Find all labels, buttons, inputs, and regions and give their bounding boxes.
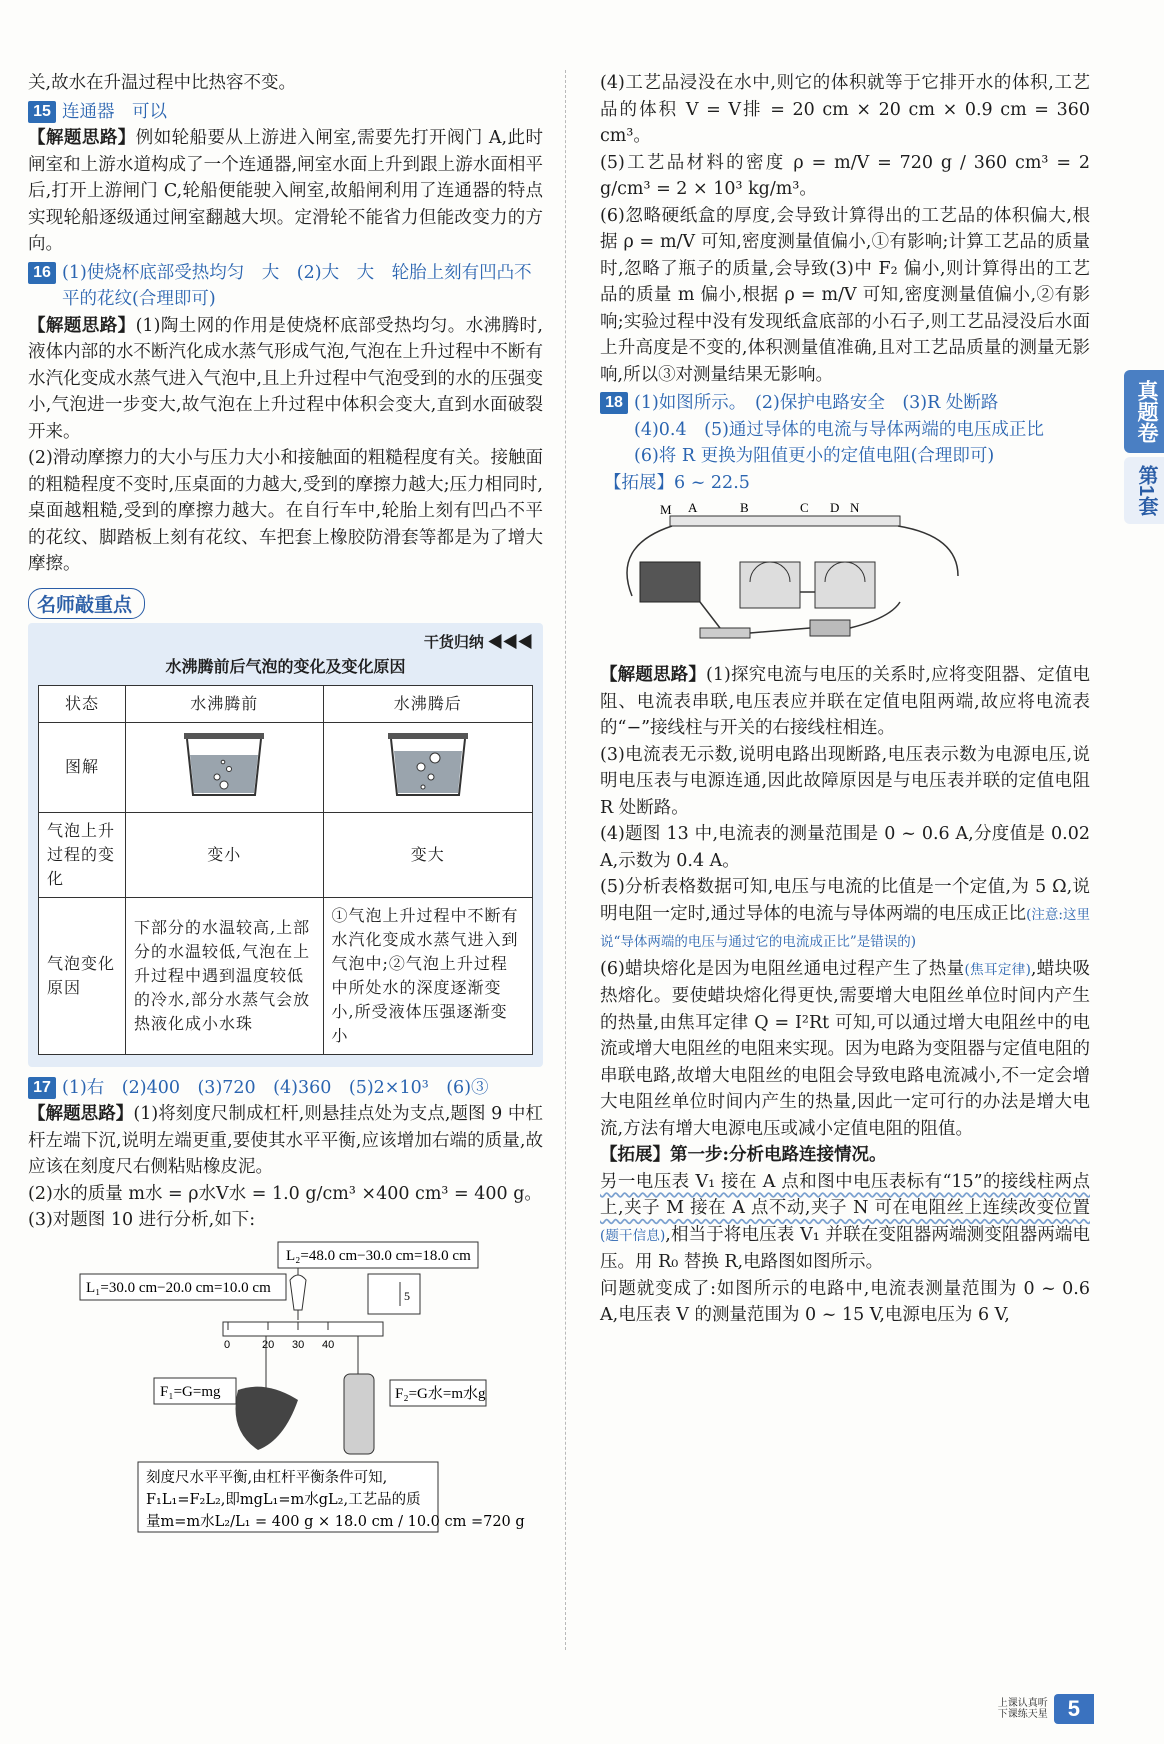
fig-f2-label: F₂=G水=m水g [395, 1385, 486, 1402]
hand-icon [290, 1275, 306, 1310]
ammeter-icon [740, 562, 800, 608]
teacher-box-title-text: 名师敲重点 [28, 588, 145, 619]
table-cell-row2-after: 变大 [323, 812, 533, 897]
q16-p1-text: (1)陶土网的作用是使烧杯底部受热均匀。水沸腾时,液体内部的水不断汽化成水蒸气形成气泡,气泡在上升过程中不断有水汽化变成水蒸气进入气泡中,且上升过程中气泡受到的水的压强变小,气泡进一步变大,故气泡在上升过程中体积会变大,直到水面破裂开来。 [28, 315, 543, 442]
beaker-before-icon [179, 729, 269, 799]
q17-p6: (6)忽略硬纸盒的厚度,会导致计算得出的工艺品的体积偏大,根据 ρ = m/V 可知,密度测量值偏小,①有影响;计算工艺品的质量时,忽略了瓶子的质量,会导致(3)中 F₂ 偏小,则计算得出的工艺品的质量 m 偏小,根据 ρ = m/V 可知,密度测量值偏小,②有影响;实验过程中没有发现纸盒底部的小石子,则工艺品浸没后水面上升高度是不变的,体积测量值准确,且对工艺品质量的测量无影响,所以③对测量结果无影响。 [600, 205, 1090, 385]
q16-header [28, 260, 543, 313]
voltmeter-icon [815, 562, 875, 608]
q18-p5-note: (注意:这里说“导体两端的电压与通过它的电流成正比”是错误的) [600, 906, 1090, 950]
q17-p4: (4)工艺品浸没在水中,则它的体积就等于它排开水的体积,工艺品的体积 V = V排 = 20 cm × 20 cm × 0.9 cm = 360 cm³。 [600, 73, 1090, 146]
q18-p6a: (6)蜡块熔化是因为电阻丝通电过程产生了热量 [600, 958, 965, 979]
table-row [39, 685, 533, 722]
q18-ext-note: (题干信息) [600, 1227, 666, 1244]
q17-answer: (1)右 (2)400 (3)720 (4)360 (5)2×10³ (6)③ [62, 1077, 489, 1098]
column-divider [565, 70, 566, 1650]
q18-p4: (4)题图 13 中,电流表的测量范围是 0 ~ 0.6 A,分度值是 0.02 A,示数为 0.4 A。 [600, 824, 1090, 871]
q15-header [28, 99, 543, 126]
q17-p1-text: (1)将刻度尺制成杠杆,则悬挂点处为支点,题图 9 中杠杆左端下沉,说明左端更重,要使其水平平衡,应该增加右端的质量,故应该在刻度尺右侧粘贴橡皮泥。 [28, 1104, 543, 1177]
bubble-table [38, 685, 533, 1055]
tick-label: 30 [292, 1338, 305, 1351]
right-column [600, 70, 1090, 1329]
fig-label: A [688, 502, 698, 515]
fig-label: C [800, 502, 809, 515]
side-tab [1112, 370, 1164, 524]
q18-p6-note: (焦耳定律) [964, 961, 1031, 978]
fig-note-3: 量m=m水L₂/L₁ = 400 g × 18.0 cm / 10.0 cm =720 g [146, 1513, 525, 1530]
tick-label: 20 [262, 1338, 275, 1351]
q18-p1-text: (1)探究电流与电压的关系时,应将变阻器、定值电阻、电流表串联,电压表应并联在定值电阻两端,故应将电流表的“−”接线柱与开关的右接线柱相连。 [600, 665, 1090, 738]
q15-answer: 连通器 可以 [62, 101, 167, 122]
beaker-after-cell [323, 722, 533, 812]
bottle-icon [344, 1374, 374, 1454]
q18-p3: (3)电流表无示数,说明电路出现断路,电压表示数为电源电压,说明电压表与电源连通,因此故障原因是与电压表并联的定值电阻 R 处断路。 [600, 744, 1090, 818]
table-header-after: 水沸腾后 [323, 685, 533, 722]
q18-ext-title: 【拓展】第一步:分析电路连接情况。 [600, 1145, 887, 1165]
resistor-icon [810, 620, 850, 636]
q16-label: 【解题思路】 [28, 315, 136, 336]
teacher-box-caption: 水沸腾前后气泡的变化及变化原因 [165, 658, 406, 676]
q17-p1 [28, 1101, 543, 1181]
fig-label: N [850, 502, 860, 515]
q18-ext-p1 [600, 1169, 1090, 1276]
q18-answer-4: 【拓展】6 ~ 22.5 [604, 472, 750, 493]
q17-label: 【解题思路】 [28, 1104, 134, 1124]
page-number: 5 [1054, 1694, 1094, 1724]
q18-answer-3: (6)将 R 更换为阻值更小的定值电阻(合理即可) [634, 446, 995, 466]
table-header-before: 水沸腾前 [126, 685, 324, 722]
footer [998, 1694, 1094, 1724]
teacher-box-title [28, 588, 543, 619]
q18-p6 [600, 956, 1090, 1143]
q17-header [28, 1075, 543, 1102]
footer-slogan-1: 上课认真听 [997, 1698, 1048, 1709]
q15-label: 【解题思路】 [28, 128, 136, 148]
switch-icon [700, 628, 750, 638]
q18-number: 18 [600, 392, 628, 414]
q17-number: 17 [28, 1077, 56, 1099]
q18-label: 【解题思路】 [600, 665, 707, 685]
svg-text:5: 5 [404, 1288, 410, 1303]
q18-ext-p2: 问题就变成了:如图所示的电路中,电流表测量范围为 0 ~ 0.6 A,电压表 V 的测量范围为 0 ~ 15 V,电源电压为 6 V, [600, 1278, 1090, 1325]
table-header-state: 状态 [39, 685, 126, 722]
q16-p1 [28, 313, 543, 446]
q16-p2: (2)滑动摩擦力的大小与压力大小和接触面的粗糙程度有关。接触面的粗糙程度不变时,压桌面的力越大,受到的摩擦力越大;压力相同时,桌面越粗糙,受到的摩擦力越大。在自行车中,轮胎上刻有凹凸不平的花纹、脚踏板上刻有花纹、车把套上橡胶防滑套等都是为了增大摩擦。 [28, 448, 543, 574]
fig-note-1: 刻度尺水平平衡,由杠杆平衡条件可知, [146, 1469, 388, 1486]
table-row [39, 812, 533, 897]
beaker-after-icon [383, 729, 473, 799]
q18-p6b: ,蜡块吸热熔化。要使蜡块熔化得更快,需要增大电阻丝单位时间内产生的热量,由焦耳定律 Q = I²Rt 可知,可以通过增大电阻丝中的电流或增大电阻丝的电阻来实现。因为电路为变阻器与定值电阻的串联电路,故增大电阻丝的电阻会导致电路电流减小,不一定会增大电阻丝单位时间内产生的热量,因此一定可行的办法是增大电流,方法有增大电源电压或减小定值电阻的阻值。 [600, 958, 1090, 1139]
table-row [39, 722, 533, 812]
tick-label: 40 [322, 1338, 335, 1351]
footer-slogan [998, 1698, 1048, 1720]
q15-explanation [28, 125, 543, 258]
left-column [28, 70, 543, 1545]
q17-p3: (3)对题图 10 进行分析,如下: [28, 1210, 256, 1230]
table-cell-row2-before: 变小 [126, 812, 324, 897]
q18-p5 [600, 874, 1090, 956]
teacher-box [28, 623, 543, 1067]
q16-number: 16 [28, 262, 56, 284]
table-cell-row3-after: ①气泡上升过程中不断有水汽化变成水蒸气进入到气泡中;②气泡上升过程中所处水的深度逐渐变小,所受液体压强逐渐变小 [323, 897, 533, 1054]
side-tab-exam: 真题卷 [1124, 370, 1164, 453]
table-cell-row2-label: 气泡上升过程的变化 [39, 812, 126, 897]
fig-l2-label: L₂=48.0 cm−30.0 cm=18.0 cm [286, 1247, 471, 1264]
q18-ext-p1b: ,相当于将电压表 V₁ 并联在变阻器两端测变阻器两端电压。用 R₀ 替换 R,电路图如图所示。 [600, 1224, 1090, 1272]
q18-header [600, 390, 1090, 417]
fig-label: B [740, 502, 749, 515]
tick-label: 0 [224, 1338, 231, 1351]
q18-p5-text: (5)分析表格数据可知,电压与电流的比值是一个定值,为 5 Ω,说明电阻一定时,通过导体的电流与导体两端的电压成正比 [600, 877, 1090, 924]
side-tab-set: 第1套 [1124, 457, 1164, 524]
q17-p2: (2)水的质量 m水 = ρ水V水 = 1.0 g/cm³ ×400 cm³ = 400 g。 [28, 1183, 542, 1204]
fig-label: M [660, 502, 672, 517]
table-cell-row3-before: 下部分的水温较高,上部分的水温较低,气泡在上升过程中遇到温度较低的冷水,部分水蒸气会放热液化成小水珠 [126, 897, 324, 1054]
q15-number: 15 [28, 101, 56, 123]
q18-answer-2: (4)0.4 (5)通过导体的电流与导体两端的电压成正比 [634, 419, 1044, 440]
q18-answer-1: (1)如图所示。 (2)保护电路安全 (3)R 处断路 [634, 393, 999, 413]
resistance-wire [670, 516, 900, 526]
table-row [39, 897, 533, 1054]
table-cell-row3-label: 气泡变化原因 [39, 897, 126, 1054]
artwork-icon [236, 1386, 299, 1449]
q17-p5: (5)工艺品材料的密度 ρ = m/V = 720 g / 360 cm³ = 2 g/cm³ = 2 × 10³ kg/m³。 [600, 152, 1090, 199]
fig-note-2: F₁L₁=F₂L₂,即mgL₁=m水gL₂,工艺品的质 [146, 1491, 421, 1508]
q16-answer: (1)使烧杯底部受热均匀 大 (2)大 大 轮胎上刻有凹凸不平的花纹(合理即可) [62, 262, 532, 309]
circuit-figure [600, 502, 1090, 652]
intro-line: 关,故水在升温过程中比热容不变。 [28, 73, 297, 93]
q18-ext-p1a: 另一电压表 V₁ 接在 A 点和图中电压表标有“15”的接线柱两点上,夹子 M 接在 A 点不动,夹子 N 可在电阻丝上连续改变位置 [600, 1171, 1090, 1218]
beaker-before-cell [126, 722, 324, 812]
lever-figure [28, 1240, 543, 1535]
table-cell-row1-label: 图解 [39, 722, 126, 812]
battery-icon [640, 562, 700, 602]
footer-slogan-2: 下课练天星 [997, 1709, 1048, 1720]
q15-text: 例如轮船要从上游进入闸室,需要先打开阀门 A,此时闸室和上游水道构成了一个连通器,闸室水面上升到跟上游水面相平后,打开上游闸门 C,轮船便能驶入闸室,故船闸利用了连通器的特点实现轮船逐级通过闸室翻越大坝。定滑轮不能省力但能改变力的方向。 [28, 128, 544, 254]
q18-p1 [600, 662, 1090, 742]
fig-label: D [830, 502, 840, 515]
fig-l1-label: L₁=30.0 cm−20.0 cm=10.0 cm [86, 1279, 271, 1296]
teacher-box-subtitle: 干货归纳 ◀◀◀ [423, 633, 533, 651]
fig-f1-label: F₁=G=mg [160, 1383, 221, 1400]
